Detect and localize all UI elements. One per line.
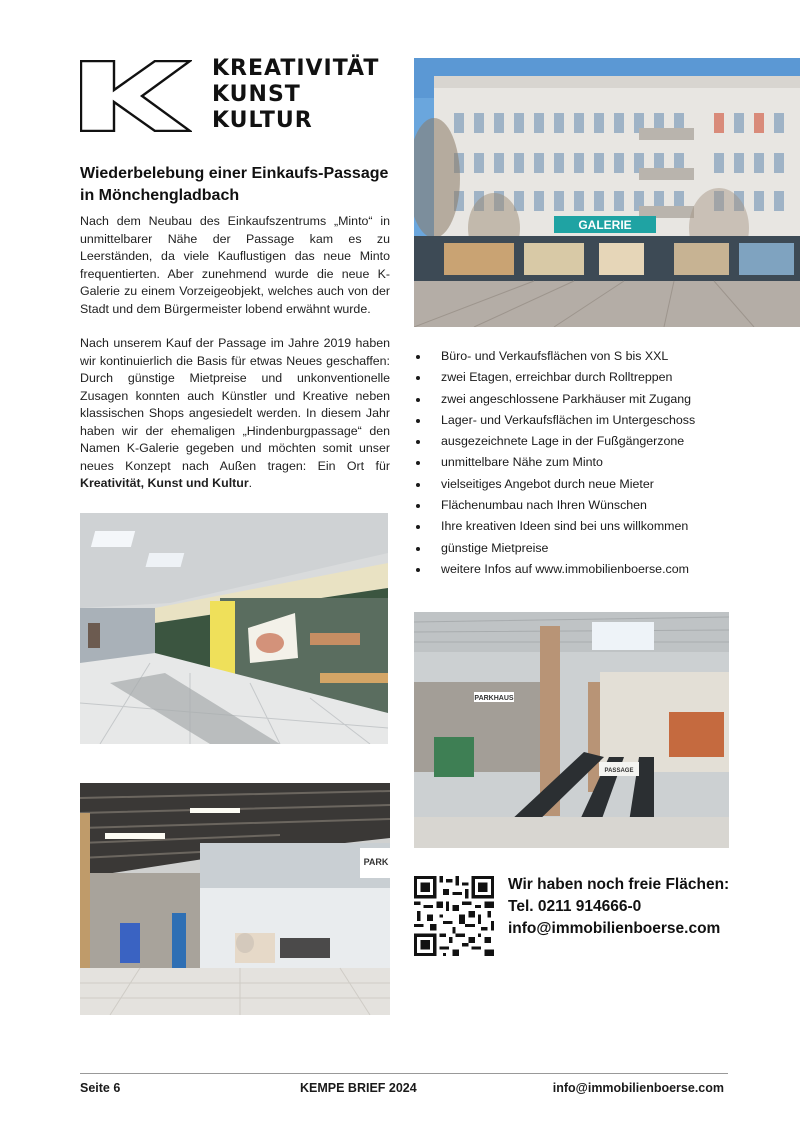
feature-item: Flächenumbau nach Ihren Wünschen (414, 495, 794, 516)
logo-line-1: KREATIVITÄT (212, 56, 380, 81)
paragraph-2-text: Nach unserem Kauf der Passage im Jahre 2019 haben wir kontinuierlich die Basis für etwas Neues geschaffen: Durch günstige Mietpreise und unkonventionelle Zusagen konnten auch Künstler und Kreative neben klassischen Shops angesiedelt werden. In diesem Jahr haben wir der ehemaligen „Hindenburgpassage“ den Namen K-Galerie gegeben und möchten somit unser neues Konzept nach Außen tragen: Ein Ort für (80, 336, 390, 473)
footer-page-number: Seite 6 (80, 1081, 121, 1095)
contact-headline: Wir haben noch freie Flächen: (508, 876, 730, 893)
article-headline (80, 163, 390, 207)
feature-item: ausgezeichnete Lage in der Fußgängerzone (414, 431, 794, 452)
footer-publication: KEMPE BRIEF 2024 (300, 1081, 417, 1095)
feature-item: zwei angeschlossene Parkhäuser mit Zugang (414, 389, 794, 410)
feature-item: weitere Infos auf www.immobilienboerse.com (414, 559, 794, 580)
feature-item: zwei Etagen, erreichbar durch Rolltreppen (414, 367, 794, 388)
headline-line-2: in Mönchengladbach (80, 187, 240, 204)
paragraph-2-bold: Kreativität, Kunst und Kultur (80, 476, 249, 490)
photo-hall-interior (80, 783, 390, 1015)
park-sign: PARK (363, 857, 389, 867)
footer-divider (80, 1073, 728, 1074)
feature-item: günstige Mietpreise (414, 538, 794, 559)
article-paragraph-2 (80, 335, 390, 493)
paragraph-2-end: . (248, 476, 253, 490)
feature-item: unmittelbare Nähe zum Minto (414, 452, 794, 473)
galerie-sign: GALERIE (578, 218, 632, 232)
footer-email[interactable]: info@immobilienboerse.com (552, 1081, 724, 1095)
headline-line-1: Wiederbelebung einer Einkaufs-Passage (80, 165, 389, 182)
feature-item: Büro- und Verkaufsflächen von S bis XXL (414, 346, 794, 367)
feature-item: vielseitiges Angebot durch neue Mieter (414, 474, 794, 495)
parkhaus-sign: PARKHAUS (474, 695, 514, 702)
qr-code-icon[interactable] (414, 876, 494, 956)
contact-phone[interactable]: Tel. 0211 914666-0 (508, 898, 642, 915)
photo-escalator-hall (414, 612, 729, 848)
k-logo-icon (80, 60, 192, 132)
passage-sign: PASSAGE (604, 768, 634, 774)
logo-line-2: KUNST (212, 82, 301, 107)
feature-list (414, 346, 794, 580)
feature-item: Lager- und Verkaufsflächen im Untergeschoss (414, 410, 794, 431)
logo-wordmark (212, 56, 379, 134)
contact-block (508, 874, 729, 940)
article-paragraph-1: Nach dem Neubau des Einkaufszentrums „Minto“ in unmittelbarer Nähe der Passage kam es zu Leerständen, da viele Kauflustigen das neue Minto frequentierten. Aber zunehmend wurde die neue K-Galerie zu einem Vorzeigeobjekt, welches auch von der Stadt und dem Bürgermeister lobend erwähnt wurde. (80, 214, 390, 316)
logo-line-3: KULTUR (212, 108, 313, 133)
contact-email[interactable]: info@immobilienboerse.com (508, 920, 721, 937)
feature-item: Ihre kreativen Ideen sind bei uns willkommen (414, 516, 794, 537)
photo-building-facade (414, 58, 800, 327)
photo-passage-interior (80, 513, 388, 744)
